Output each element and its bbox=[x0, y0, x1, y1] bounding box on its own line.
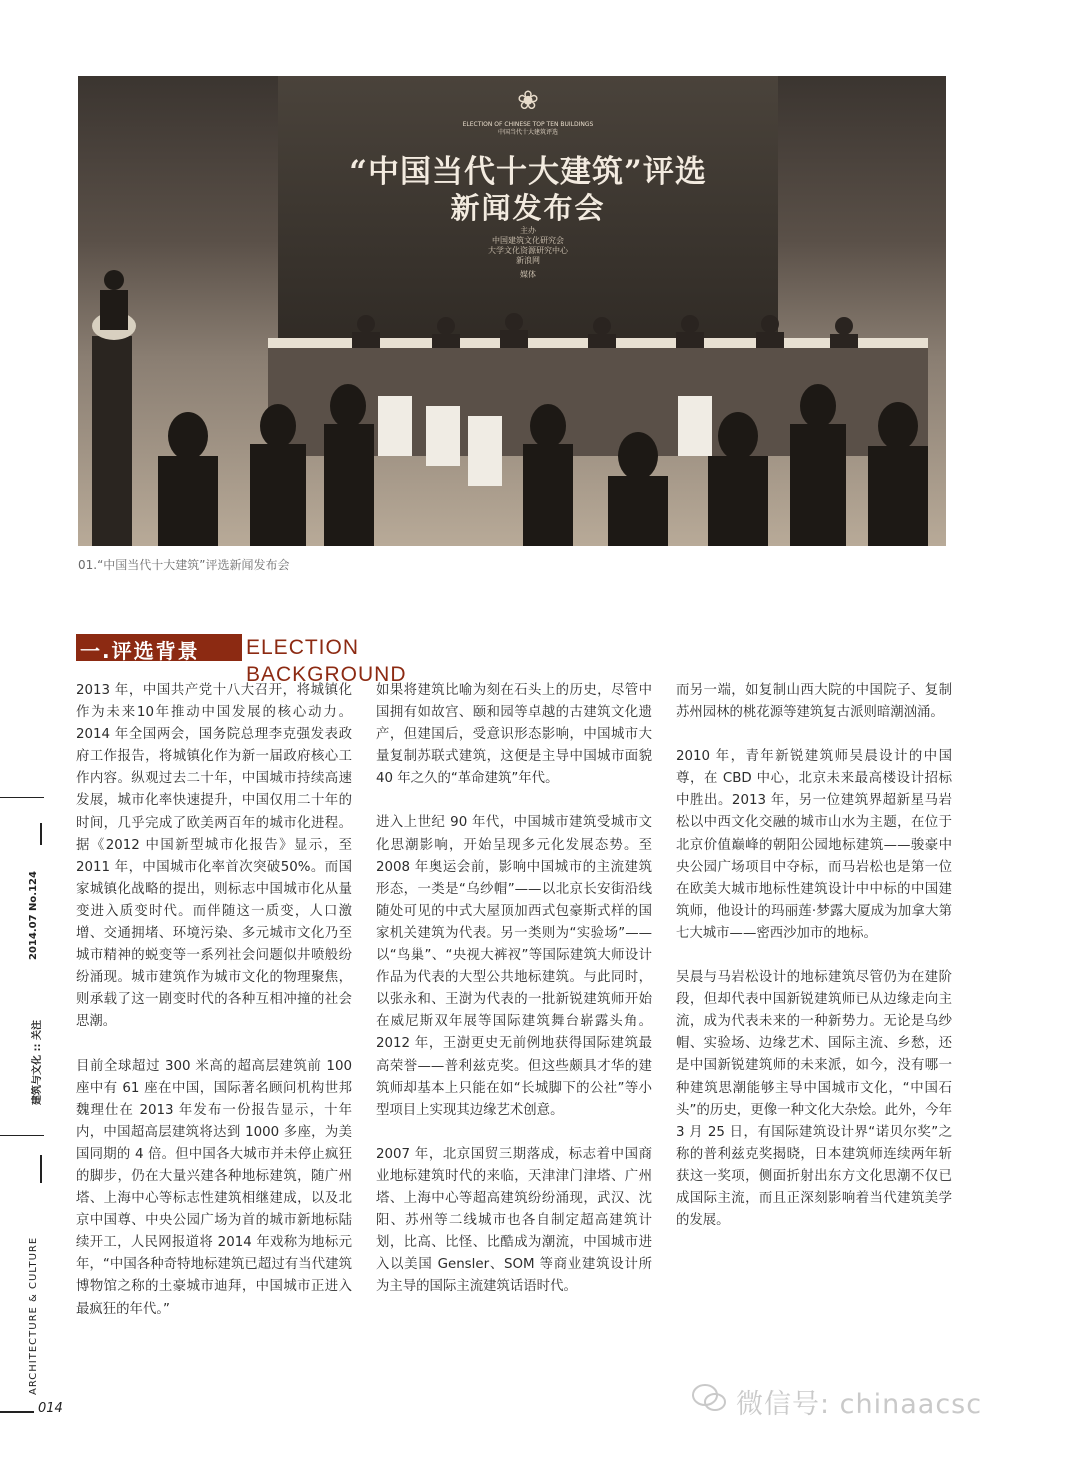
host-label: 主办 bbox=[520, 226, 536, 235]
section-title-cn: 一.评选背景 bbox=[80, 639, 200, 663]
paragraph: 如果将建筑比喻为刻在石头上的历史，尽管中国拥有如故宫、颐和园等卓越的古建筑文化遗产，但建国后，受意识形态影响，中国城市大量复制苏联式建筑，这便是主导中国城市面貌 40 年之久的“革命建筑”年代。 bbox=[376, 683, 652, 787]
speaker bbox=[104, 270, 124, 290]
side-rule bbox=[0, 1135, 44, 1136]
side-bar bbox=[40, 823, 42, 845]
podium bbox=[92, 336, 132, 546]
host-line: 中国建筑文化研究会 bbox=[492, 236, 564, 245]
backdrop-subtitle-en: ELECTION OF CHINESE TOP TEN BUILDINGS bbox=[462, 121, 594, 128]
wechat-watermark: 微信号: chinaacsc bbox=[736, 1389, 983, 1420]
page-rule bbox=[0, 1411, 34, 1413]
text-column-2 bbox=[376, 680, 652, 1320]
photo-scene bbox=[78, 76, 946, 546]
magazine-name: ARCHITECTURE & CULTURE bbox=[28, 1236, 39, 1395]
backdrop-title-line2: 新闻发布会 bbox=[450, 191, 606, 225]
text-column-3 bbox=[676, 680, 952, 1254]
issue-label: 2014.07 No.124 bbox=[28, 871, 39, 960]
text-column-1 bbox=[76, 680, 352, 1343]
media-label: 媒体 bbox=[520, 270, 536, 279]
audience bbox=[158, 384, 928, 546]
page-number: 014 bbox=[38, 1401, 63, 1416]
side-rule bbox=[0, 797, 44, 798]
paragraph: 2010 年，青年新锐建筑师吴晨设计的中国尊，在 CBD 中心，北京未来最高楼设计招标中胜出。2013 年，另一位建筑界超新星马岩松以中西文化交融的城市山水为主题，在位于北京价值巅峰的朝阳公园地标建筑——骏豪中央公园广场项目中夺标，而马岩松也是第一位在欧美大城市地标性建筑设计中中标的中国建筑师，他设计的玛丽莲·梦露大厦成为加拿大第七大城市——密西沙加市的地标。 bbox=[676, 749, 952, 941]
backdrop-title-line1: “中国当代十大建筑”评选 bbox=[349, 154, 707, 190]
paragraph: 吴晨与马岩松设计的地标建筑尽管仍为在建阶段，但却代表中国新锐建筑师已从边缘走向主流，成为代表未来的一种新势力。无论是乌纱帽、实验场、边缘艺术、国际主流、乡愁，还是中国新锐建筑师的未来派，如今，没有哪一种建筑思潮能够主导中国城市文化，“中国石头”的历史，更像一种文化大杂烩。此外，今年 3 月 25 日，有国际建筑设计界“诺贝尔奖”之称的普利兹克奖揭晓，日本建筑师连续两年斩获这一奖项，侧面折射出东方文化思潮不仅已成国际主流，而且正深刻影响着当代建筑美学的发展。 bbox=[676, 970, 952, 1229]
section-title-en: ELECTION BACKGROUND bbox=[242, 634, 520, 661]
paragraph: 目前全球超过 300 米高的超高层建筑前 100 座中有 61 座在中国，国际著名顾问机构世邦魏理仕在 2013 年发布一份报告显示，十年内，中国超高层建筑将达到 1000 多座，为美国同期的 4 倍。但中国各大城市并未停止疯狂的脚步，仍在大量兴建各种地标建筑，随广州塔、上海中心等标志性建筑相继建成，以及北京中国尊、中央公园广场为首的城市新地标陆续开工，人民网报道将 2014 年戏称为地标元年，“中国各种奇特地标建筑已超过有当代建筑博物馆之称的土豪城市迪拜，中国城市正进入最疯狂的年代。” bbox=[76, 1058, 352, 1317]
event-logo-icon: ❀ bbox=[517, 86, 539, 116]
column-name: 建筑与文化 :: 关注 bbox=[32, 1020, 43, 1105]
host-line: 新浪网 bbox=[516, 256, 540, 265]
paragraph: 而另一端，如复制山西大院的中国院子、复制苏州园林的桃花源等建筑复古派则暗潮汹涌。 bbox=[676, 683, 952, 721]
conference-photo bbox=[78, 76, 946, 546]
paragraph: 2013 年，中国共产党十八大召开，将城镇化作为未来10年推动中国发展的核心动力。2014 年全国两会，国务院总理李克强发表政府工作报告，将城镇化作为新一届政府核心工作内容。纵观过去二十年，中国城市持续高速发展，城市化率快速提升，中国仅用二十年的时间，几乎完成了欧美两百年的城市化进程。据《2012 中国新型城市化报告》显示，至 2011 年，中国城市化率首次突破50%。而国家城镇化战略的提出，则标志中国城市化从量变进入质变时代。而伴随这一质变，人口激增、交通拥堵、环境污染、多元城市文化乃至城市精神的蜕变等一系列社会问题似井喷般纷纷涌现。城市建筑作为城市文化的物理聚焦，则承载了这一剧变时代的各种互相冲撞的社会思潮。 bbox=[76, 683, 352, 1030]
host-line: 大学文化资源研究中心 bbox=[488, 246, 568, 255]
paragraph: 2007 年，北京国贸三期落成，标志着中国商业地标建筑时代的来临，天津津门津塔、广州塔、上海中心等超高建筑纷纷涌现，武汉、沈阳、苏州等二线城市也各自制定超高建筑计划，比高、比怪、比酷成为潮流，中国城市进入以美国 Gensler、SOM 等商业建筑设计所为主导的国际主流建筑话语时代。 bbox=[376, 1146, 652, 1295]
paragraph: 进入上世纪 90 年代，中国城市建筑受城市文化思潮影响，开始呈现多元化发展态势。至 2008 年奥运会前，影响中国城市的主流建筑形态，一类是“乌纱帽”——以北京长安街沿线随处可见的中式大屋顶加西式包豪斯式样的国家机关建筑为代表。另一类则为“实验场”——以“鸟巢”、“央视大裤衩”等国际建筑大师设计作品为代表的大型公共地标建筑。与此同时，以张永和、王澍为代表的一批新锐建筑师开始在威尼斯双年展等国际建筑舞台崭露头角。2012 年，王澍更史无前例地获得国际建筑最高荣誉——普利兹克奖。但这些颇具才华的建筑师却基本上只能在如“长城脚下的公社”等小型项目上实现其边缘艺术创意。 bbox=[376, 815, 652, 1118]
photo-caption: 01.“中国当代十大建筑”评选新闻发布会 bbox=[78, 558, 290, 572]
section-header bbox=[76, 634, 520, 686]
backdrop-subtitle-cn: 中国当代十大建筑评选 bbox=[497, 129, 558, 136]
side-bar bbox=[40, 1155, 42, 1183]
wechat-icon bbox=[692, 1383, 726, 1413]
